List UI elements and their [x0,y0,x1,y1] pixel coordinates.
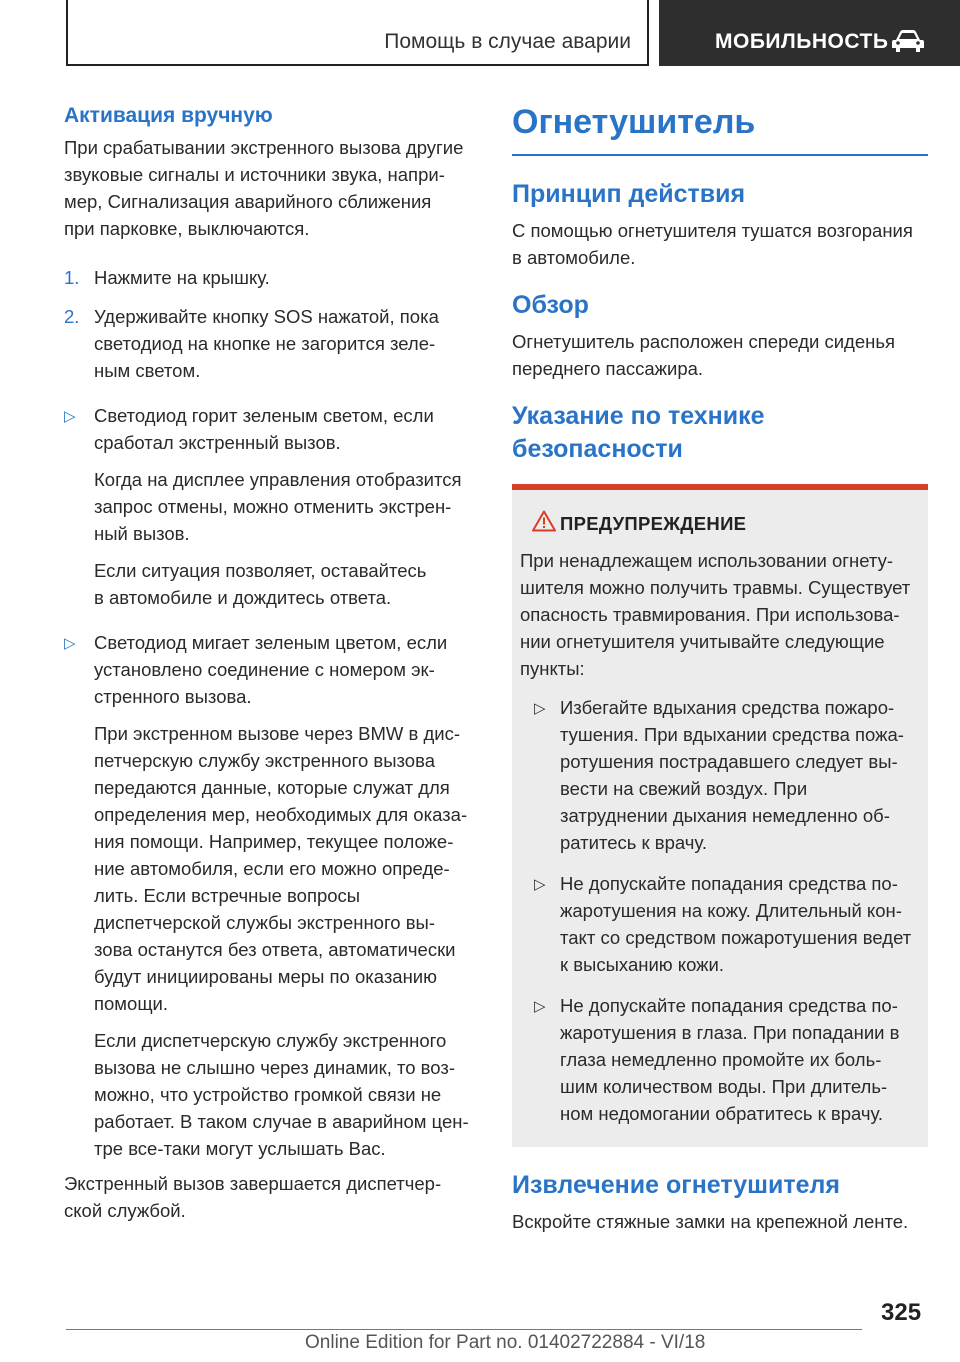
safety-heading: Указание по технике безопасности [512,402,765,463]
title-divider [512,154,928,156]
warning-text: При ненадлежащем использовании огнету- шителя можно получить травмы. Существует опасность травмирования. При использова- нии огнетушителя учитывайте следующие пункты: [520,550,911,679]
overview-paragraph: Огнетушитель расположен спереди сиденья переднего пассажира. [512,331,896,379]
chapter-tab-label: МОБИЛЬНОСТЬ [715,30,889,53]
list-item: ▷ Избегайте вдыхания средства пожаро- тушения. При вдыхании средства пожа- ротушения пострадавшего следует вы- вести на свежий воздух. При затруднении дыхания немедленно об- ратитесь к врачу. [534,697,904,853]
page-number: 325 [881,1299,922,1326]
warning-title: ПРЕДУПРЕЖДЕНИЕ [520,510,916,537]
page-header [0,0,960,66]
principle-paragraph: С помощью огнетушителя тушатся возгорания в автомобиле. [512,220,913,268]
warning-triangle-icon [532,510,556,532]
bullet-marker: ▷ [534,700,546,717]
bullet-marker: ▷ [534,998,546,1015]
page-title: Огнетушитель [512,103,756,141]
list-item: 1. Нажмите на крышку. [64,264,482,291]
bullet-marker: ▷ [64,408,76,425]
step-number: 2. [64,306,80,327]
principle-heading: Принцип действия [512,180,746,208]
list-item: ▷ Не допускайте попадания средства по- жаротушения в глаза. При попадании в глаза немедленно промойте их боль- шим количеством воды. При длитель- ном недомогании обратитесь к врачу. [534,995,900,1124]
removal-paragraph: Вскройте стяжные замки на крепежной ленте. [512,1211,909,1232]
overview-heading: Обзор [512,291,589,319]
edition-text: Online Edition for Part no. 01402722884 - VI/18 [305,1332,706,1353]
car-icon [891,28,925,54]
bullet-list [64,402,482,1162]
bullet-marker: ▷ [64,635,76,652]
closing-paragraph: Экстренный вызов завершается диспетчер- ской службой. [64,1173,442,1221]
list-item: ▷ Не допускайте попадания средства по- жаротушения на кожу. Длительный кон- такт со средством пожаротушения ведет к высыханию кожи. [534,873,912,975]
list-item: 2. Удерживайте кнопку SOS нажатой, пока светодиод на кнопке не загорится зеле- ным светом. [64,303,482,384]
bullet-marker: ▷ [534,876,546,893]
warning-list [520,694,916,1127]
removal-heading: Извлечение огнетушителя [512,1171,840,1199]
section-heading: Активация вручную [64,104,273,127]
footer-divider [66,1329,862,1330]
section-title: Помощь в случае аварии [384,30,631,53]
list-item: ▷ Светодиод мигает зеленым цветом, если установлено соединение с номером эк- стренного вызова. При экстренном вызове через BMW в дис- петчерскую службу экстренного вызова передаются данные, которые служат для определения мер, необходимых для оказа- ния помощи. Например, текущее положе- ние автомобиля, если его можно опреде- лить. Если встречные вопросы диспетчерской службы экстренного вы- зова останутся без ответа, автоматически будут инициированы меры по оказанию помощи. Если диспетчерскую службу экстренного вызова не слышно через динамик, то воз- можно, что устройство громкой связи не работает. В таком случае в аварийном цен- тре все-таки могут услышать Вас. [64,632,469,1159]
chapter-tab [659,0,960,66]
intro-paragraph: При срабатывании экстренного вызова другие звуковые сигналы и источники звука, напри- мер, Сигнализация аварийного сближения при парковке, выключаются. [64,137,464,239]
steps-list [64,264,482,384]
warning-box [512,484,928,1147]
list-item: ▷ Светодиод горит зеленым светом, если сработал экстренный вызов. Когда на дисплее управления отобразится запрос отмены, можно отменить экстрен- ный вызов. Если ситуация позволяет, оставайтесь в автомобиле и дождитесь ответа. [64,405,462,608]
step-number: 1. [64,267,80,288]
left-column [64,100,482,1224]
right-column [512,100,928,1235]
section-header-box [66,0,649,66]
